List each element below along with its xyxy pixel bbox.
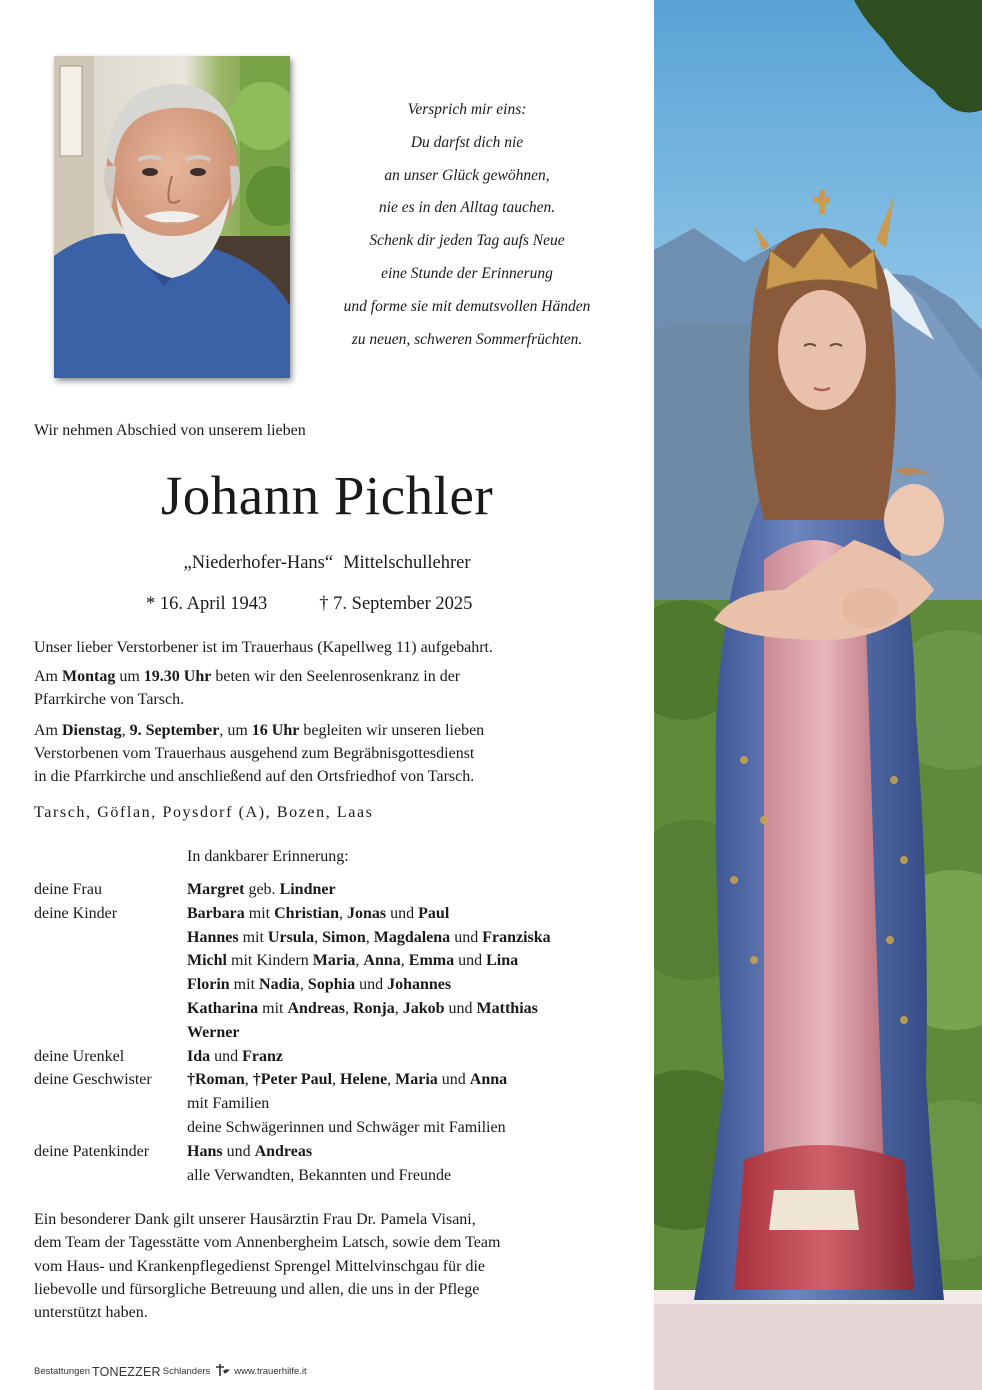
- relative-names: [187, 949, 518, 973]
- relative-name: Maria: [312, 952, 356, 970]
- text-line: Verstorbenen vom Trauerhaus ausgehend zum Begräbnisgottesdienst: [34, 745, 475, 762]
- relative-row: [34, 1045, 654, 1069]
- relative-names: [187, 1021, 239, 1045]
- text-run: um: [115, 668, 144, 685]
- time: 16 Uhr: [251, 722, 300, 739]
- relative-name: Andreas: [287, 999, 345, 1017]
- relative-label: [34, 1116, 187, 1140]
- relative-name: Lina: [486, 952, 519, 970]
- text-run: und: [222, 1142, 255, 1160]
- statue-picture: [654, 0, 982, 1390]
- weekday: Montag: [62, 668, 116, 685]
- relative-label: [34, 997, 187, 1021]
- birth-date: * 16. April 1943: [146, 594, 268, 614]
- relative-label: [34, 949, 187, 973]
- text-run: ,: [400, 952, 409, 970]
- poem-line: Versprich mir eins:: [407, 101, 527, 118]
- relative-name: Sophia: [307, 976, 356, 994]
- time: 19.30 Uhr: [143, 668, 212, 685]
- relative-label: [34, 1092, 187, 1116]
- relative-row: [34, 902, 654, 926]
- relative-label: deine Frau: [34, 881, 102, 898]
- relative-name: Jonas: [347, 904, 387, 922]
- relative-name: Barbara: [187, 904, 245, 922]
- text-run: ,: [339, 904, 348, 922]
- text-run: mit: [244, 904, 275, 922]
- text-run: und: [450, 928, 483, 946]
- relative-names: [187, 878, 336, 902]
- life-dates: [146, 594, 472, 615]
- relative-names: [187, 973, 451, 997]
- relative-names: [187, 1164, 451, 1188]
- relative-names: [187, 926, 551, 950]
- text-run: und: [454, 952, 487, 970]
- relatives-heading: In dankbarer Erinnerung:: [187, 848, 349, 865]
- poem-line: eine Stunde der Erinnerung: [381, 264, 553, 282]
- poem-line: nie es in den Alltag tauchen.: [378, 199, 556, 217]
- footer-brand: TONEZZER: [92, 1364, 161, 1379]
- relative-names: [187, 1092, 269, 1116]
- relative-name: Hannes: [187, 928, 239, 946]
- relative-row: [34, 1164, 654, 1188]
- text-run: begleiten wir unseren lieben: [299, 722, 485, 739]
- relative-name: Johannes: [387, 976, 452, 994]
- relative-name: Ursula: [267, 928, 315, 946]
- text-run: Am: [34, 722, 62, 739]
- relative-row: [34, 997, 654, 1021]
- relative-row: [34, 1140, 654, 1164]
- text-run: mit Familien: [187, 1095, 270, 1113]
- death-date: † 7. September 2025: [319, 594, 473, 614]
- text-run: ,: [332, 1071, 341, 1089]
- text-run: Am: [34, 668, 62, 685]
- text-line: in die Pfarrkirche und anschließend auf den Ortsfriedhof von Tarsch.: [34, 768, 475, 785]
- cross-dove-logo-icon: [216, 1364, 230, 1379]
- poem-line: zu neuen, schweren Sommerfrüchten.: [351, 330, 583, 348]
- relative-name: Anna: [363, 952, 401, 970]
- relative-name: †Peter Paul: [252, 1071, 333, 1089]
- relative-label: [34, 973, 187, 997]
- relative-name: Andreas: [254, 1142, 313, 1160]
- text-line: liebevolle und fürsorgliche Betreuung und allen, die uns in der Pflege: [34, 1280, 480, 1298]
- relative-name: Magdalena: [373, 928, 451, 946]
- deceased-name: Johann Pichler: [160, 465, 494, 526]
- relative-name: Ronja: [352, 999, 395, 1017]
- relative-name: Katharina: [187, 999, 259, 1017]
- text-line: [34, 719, 484, 742]
- text-run: mit: [258, 999, 288, 1017]
- relative-names: [187, 1068, 507, 1092]
- text-run: und: [386, 904, 419, 922]
- relative-row: [34, 1021, 654, 1045]
- relatives-list: [34, 878, 654, 1187]
- text-run: ,: [244, 1071, 253, 1089]
- relative-row: [34, 878, 654, 902]
- poem: [300, 94, 634, 356]
- relative-label: deine Patenkinder: [34, 1142, 150, 1160]
- relative-name: Maria: [395, 1071, 438, 1089]
- text-run: , um: [219, 722, 252, 739]
- portrait-image: [54, 56, 290, 378]
- relative-name: Jakob: [402, 999, 445, 1017]
- text-line: vom Haus- und Krankenpflegedienst Sprengel Mittelvinschgau für die: [34, 1257, 485, 1275]
- text-run: und: [355, 976, 388, 994]
- subtitle: [0, 553, 654, 574]
- text-run: ,: [121, 722, 130, 739]
- relative-name: Florin: [187, 976, 230, 994]
- relative-name: Werner: [187, 1023, 240, 1041]
- footer-url: www.trauerhilfe.it: [234, 1366, 307, 1377]
- relative-label: [34, 1164, 187, 1188]
- madonna-statue-image: [654, 0, 982, 1390]
- text-run: deine Schwägerinnen und Schwäger mit Familien: [187, 1118, 506, 1136]
- relative-name: Nadia: [259, 976, 300, 994]
- text-run: ,: [314, 928, 323, 946]
- relative-label: deine Kinder: [34, 904, 118, 922]
- text-run: und: [444, 999, 477, 1017]
- date: 9. September: [129, 722, 220, 739]
- relative-name: Matthias: [476, 999, 538, 1017]
- relative-label: [34, 1021, 187, 1045]
- relative-row: [34, 973, 654, 997]
- text-line: Unser lieber Verstorbener ist im Trauerhaus (Kapellweg 11) aufgebahrt.: [34, 639, 493, 656]
- relative-name: Anna: [469, 1071, 508, 1089]
- text-line: unterstützt haben.: [34, 1304, 148, 1322]
- places: Tarsch, Göflan, Poysdorf (A), Bozen, Laas: [34, 804, 374, 821]
- footer: [34, 1364, 307, 1379]
- weekday: Dienstag: [62, 722, 122, 739]
- text-run: ,: [394, 999, 403, 1017]
- nickname: „Niederhofer-Hans“: [183, 553, 334, 573]
- intro-text: Wir nehmen Abschied von unserem lieben: [34, 422, 306, 439]
- text-line: [34, 665, 460, 688]
- paragraph-rosary: [34, 665, 460, 711]
- poem-line: Du darfst dich nie: [410, 133, 524, 151]
- relative-name: Franziska: [482, 928, 551, 946]
- relative-row: [34, 1116, 654, 1140]
- relative-name: Paul: [418, 904, 450, 922]
- footer-town: Schlanders: [162, 1366, 211, 1377]
- relative-name: Hans: [187, 1142, 223, 1160]
- text-run: ,: [299, 976, 308, 994]
- text-line: dem Team der Tagesstätte vom Annenbergheim Latsch, sowie dem Team: [34, 1234, 501, 1252]
- text-run: ,: [387, 1071, 396, 1089]
- relative-name: Franz: [242, 1047, 283, 1065]
- text-run: und: [437, 1071, 470, 1089]
- text-run: mit: [229, 976, 260, 994]
- text-run: mit Kindern: [227, 952, 313, 970]
- text-run: ,: [365, 928, 374, 946]
- relative-name: Simon: [322, 928, 366, 946]
- relative-names: [187, 1140, 312, 1164]
- text-run: mit: [238, 928, 268, 946]
- relative-name: Margret: [187, 881, 245, 898]
- footer-prefix: Bestattungen: [34, 1366, 90, 1377]
- relative-name: Lindner: [279, 881, 336, 898]
- text-run: alle Verwandten, Bekannten und Freunde: [187, 1166, 452, 1184]
- paragraph-funeral: [34, 719, 484, 788]
- relative-names: [187, 997, 538, 1021]
- relative-row: [34, 949, 654, 973]
- relative-name: Helene: [340, 1071, 388, 1089]
- relative-row: [34, 1092, 654, 1116]
- text-run: und: [210, 1047, 243, 1065]
- relative-name: †Roman: [187, 1071, 245, 1089]
- relative-label: deine Geschwister: [34, 1071, 152, 1089]
- poem-line: und forme sie mit demutsvollen Händen: [343, 297, 591, 315]
- relative-names: [187, 1116, 506, 1140]
- relative-name: Michl: [187, 952, 227, 970]
- text-run: ,: [344, 999, 353, 1017]
- text-run: beten wir den Seelenrosenkranz in der: [211, 668, 461, 685]
- relative-name: Christian: [274, 904, 340, 922]
- relative-name: Ida: [187, 1047, 211, 1065]
- relative-label: [34, 926, 187, 950]
- paragraph-laid-out: [34, 636, 493, 659]
- portrait-photo: [54, 56, 290, 378]
- text-run: ,: [355, 952, 364, 970]
- text-line: Ein besonderer Dank gilt unserer Hausärztin Frau Dr. Pamela Visani,: [34, 1211, 476, 1228]
- text-line: Pfarrkirche von Tarsch.: [34, 691, 185, 708]
- text-run: geb.: [244, 881, 280, 898]
- profession: Mittelschullehrer: [343, 553, 471, 573]
- relative-row: [34, 1068, 654, 1092]
- poem-line: Schenk dir jeden Tag aufs Neue: [369, 232, 565, 250]
- relative-label: deine Urenkel: [34, 1047, 125, 1065]
- relative-row: [34, 926, 654, 950]
- relative-names: [187, 902, 449, 926]
- thanks-paragraph: [34, 1208, 500, 1324]
- relative-names: [187, 1045, 283, 1069]
- poem-line: an unser Glück gewöhnen,: [384, 166, 550, 184]
- relative-name: Emma: [408, 952, 455, 970]
